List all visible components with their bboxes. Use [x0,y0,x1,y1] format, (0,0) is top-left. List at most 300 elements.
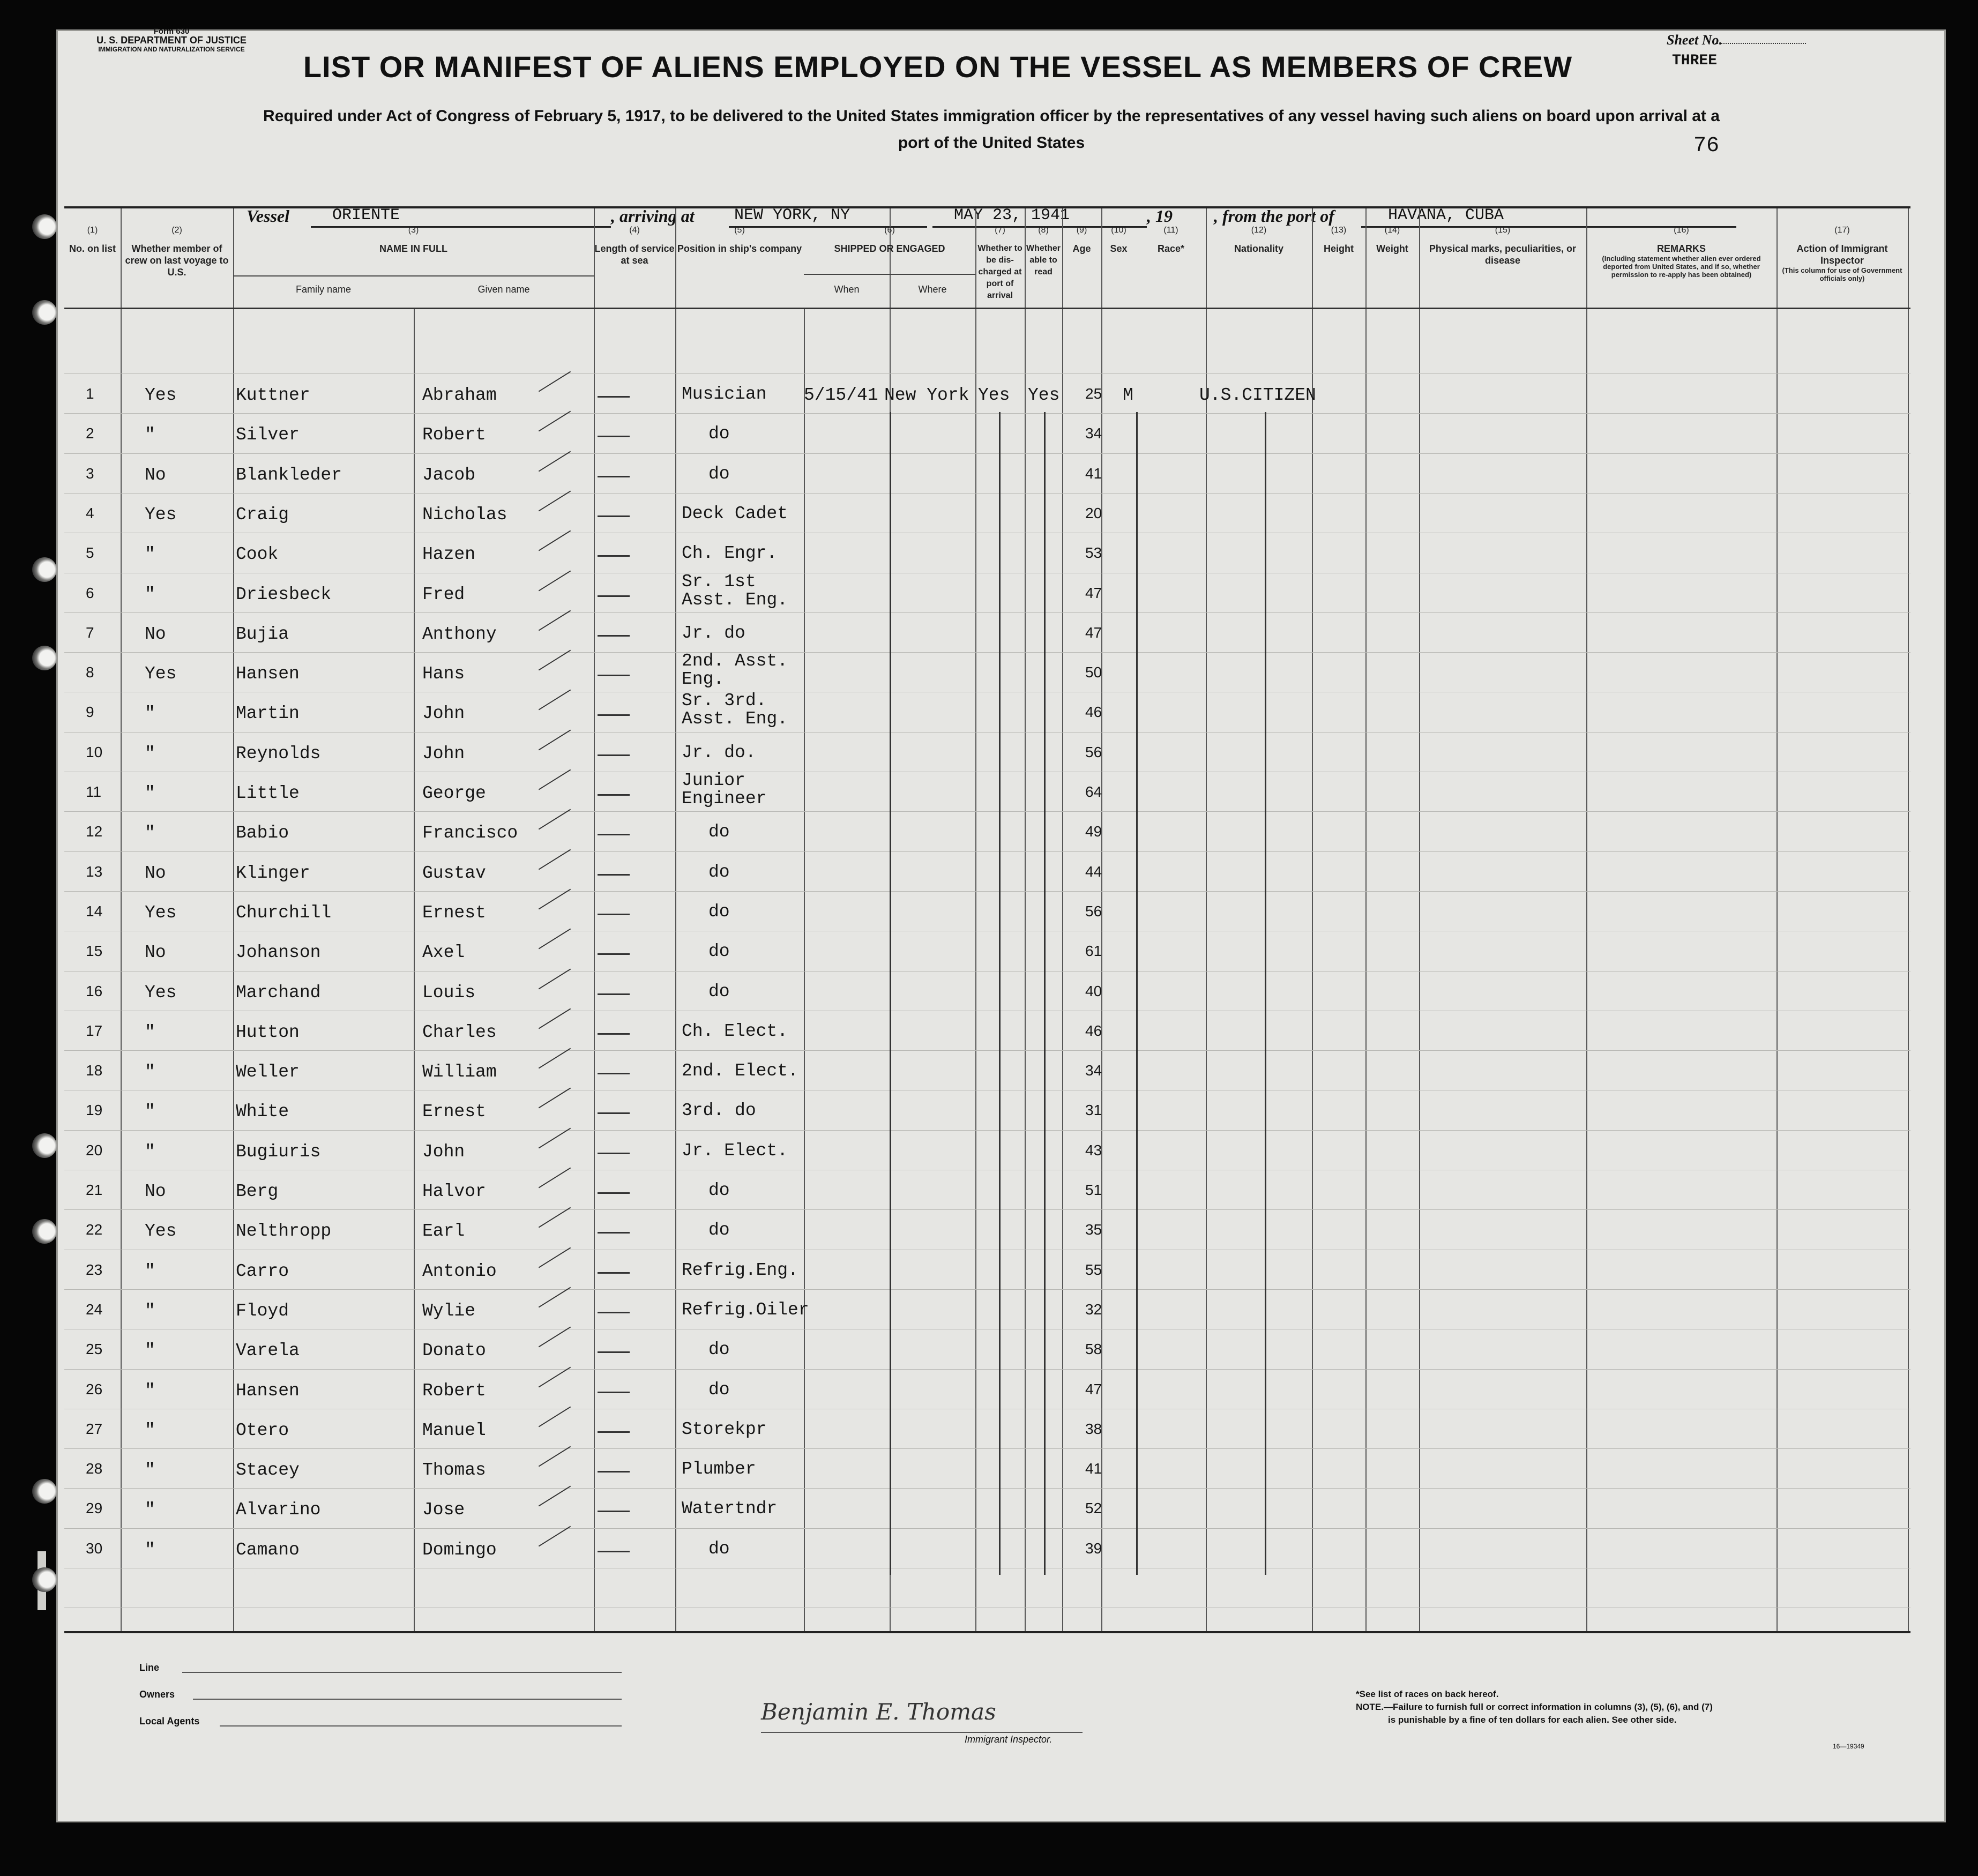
service-dash-mark [598,1073,630,1074]
given-name: Hazen [422,544,476,565]
family-name: Little [236,783,300,803]
service-dash-mark [598,1351,630,1353]
footnote-races: *See list of races on back hereof. [1356,1689,1499,1699]
table-row [64,1022,1910,1062]
age: 64 [1085,783,1102,800]
row-number: 18 [86,1062,103,1079]
service-dash-mark [598,1551,630,1552]
family-name: Alvarino [236,1500,321,1520]
given-name: Francisco [422,823,518,843]
document-title: LIST OR MANIFEST OF ALIENS EMPLOYED ON THE VESSEL AS MEMBERS OF CREW [303,50,1573,84]
last-voyage: Yes [145,902,177,923]
form-number: Form 630 [153,27,190,36]
last-voyage: " [145,1062,155,1082]
age: 61 [1085,943,1102,960]
last-voyage: " [145,743,155,764]
service-dash-mark [598,874,630,876]
column-header-shipped-engaged: (6) SHIPPED OR ENGAGED [834,226,945,254]
family-name: Nelthropp [236,1221,332,1242]
given-name: Jacob [422,465,476,485]
service-dash-mark [598,754,630,756]
table-row [64,823,1910,863]
column-header-physical-marks: (15) Physical marks, peculiarities, or disease [1429,226,1577,266]
table-row [64,1142,1910,1182]
age: 43 [1085,1141,1102,1159]
position: do [708,1340,730,1360]
row-number: 10 [86,743,103,760]
row-number: 28 [86,1460,103,1477]
row-number: 20 [86,1141,103,1159]
service-dash-mark [598,1471,630,1473]
service-dash-mark [598,595,630,597]
table-row [64,425,1910,465]
from-port-label: , from the port of [1214,206,1334,226]
given-name: Manuel [422,1420,486,1440]
table-row [64,505,1910,544]
table-row [64,1062,1910,1102]
last-voyage: No [145,943,166,963]
family-name: Bujia [236,624,289,644]
binder-hole [32,1479,57,1504]
last-voyage: " [145,704,155,724]
family-name: Driesbeck [236,584,332,604]
family-name: Johanson [236,943,321,963]
age: 58 [1085,1341,1102,1358]
service-dash-mark [598,993,630,995]
row-number: 27 [86,1420,103,1437]
column-header-age: (9) Age [1072,226,1091,254]
last-voyage: " [145,1380,155,1401]
position: do [708,464,730,484]
sheet-number-label: Sheet No. [1667,32,1722,48]
table-row [64,1421,1910,1460]
table-row [64,465,1910,505]
service-dash-mark [598,1153,630,1154]
column-header-sex: (10) Sex [1110,226,1128,254]
family-name: White [236,1102,289,1122]
position: Plumber [682,1459,756,1479]
row-number: 12 [86,823,103,840]
given-name: Ernest [422,1102,486,1122]
given-name: Thomas [422,1460,486,1481]
position: Sr. 1st Asst. Eng. [682,571,788,610]
subtitle-line-1: Required under Act of Congress of February 5, 1917, to be delivered to the United States immigration officer by the representatives of any vessel having such aliens on board upon arrival at a [263,107,1720,125]
given-name: Fred [422,584,465,604]
age: 50 [1085,664,1102,681]
family-name: Floyd [236,1301,289,1321]
family-name: Hansen [236,1380,300,1401]
footnote [1356,1688,1892,1726]
position: do [708,1379,730,1400]
given-name: Antonio [422,1261,497,1281]
sheet-number-value: THREE [1672,53,1718,69]
department: U. S. DEPARTMENT OF JUSTICE [96,35,247,46]
age: 56 [1085,902,1102,920]
last-voyage: Yes [145,1221,177,1242]
family-name: Otero [236,1420,289,1440]
given-name: William [422,1062,497,1082]
family-name: Reynolds [236,743,321,764]
last-voyage: " [145,425,155,445]
column-header-discharged: (7) Whether to be dis-charged at port of arrival [977,226,1022,300]
form-identity [75,27,268,54]
given-name: Robert [422,1380,486,1401]
age: 34 [1085,425,1102,442]
last-voyage: " [145,1341,155,1361]
discharged: Yes [978,385,1010,405]
agents-underline [220,1725,622,1726]
row-number: 7 [86,624,94,641]
given-name: John [422,1141,465,1162]
age: 34 [1085,1062,1102,1079]
position: Ch. Engr. [682,543,778,564]
footnote-penalty-2: is punishable by a fine of ten dollars for each alien. See other side. [1388,1715,1677,1725]
table-row [64,1102,1910,1141]
binder-hole [32,646,57,670]
given-name: Axel [422,943,465,963]
position: 3rd. do [682,1101,756,1121]
row-number: 3 [86,465,94,482]
row-number: 24 [86,1301,103,1318]
column-header-where: Where [918,284,947,295]
table-row [64,571,1910,624]
age: 47 [1085,584,1102,601]
service-dash-mark [598,555,630,557]
column-header-nationality: (12) Nationality [1234,226,1283,254]
given-name: Abraham [422,385,497,405]
table-row [64,983,1910,1022]
table-row [64,1341,1910,1380]
position: Musician [682,384,767,404]
vessel-label: Vessel [247,206,289,226]
service-dash-mark [598,794,630,796]
age: 46 [1085,704,1102,721]
family-name: Varela [236,1341,300,1361]
last-voyage: " [145,1141,155,1162]
last-voyage: " [145,1460,155,1481]
service-dash-mark [598,1511,630,1512]
row-number: 19 [86,1102,103,1119]
given-name: Donato [422,1341,486,1361]
row-number: 25 [86,1341,103,1358]
footnote-penalty-1: NOTE.—Failure to furnish full or correct information in columns (3), (5), (6), and (7) [1356,1702,1713,1712]
service-dash-mark [598,1192,630,1194]
row-number: 15 [86,943,103,960]
document-subtitle [107,103,1876,156]
age: 47 [1085,624,1102,641]
family-name: Martin [236,704,300,724]
family-name: Babio [236,823,289,843]
service-dash-mark [598,1033,630,1035]
position: Deck Cadet [682,503,788,524]
family-name: Carro [236,1261,289,1281]
binder-hole [32,1133,57,1158]
family-name: Hutton [236,1022,300,1042]
age: 40 [1085,982,1102,999]
last-voyage: " [145,544,155,565]
crew-table [64,206,1910,1633]
service-dash-mark [598,675,630,676]
given-name: George [422,783,486,803]
sex: M [1123,385,1133,405]
column-header-inspector-action: (17) Action of Immigrant Inspector (This column for use of Government officials only) [1782,226,1902,282]
family-name: Marchand [236,982,321,1003]
row-number: 2 [86,425,94,442]
column-header-position: (5) Position in ship's company [677,226,802,254]
table-row [64,863,1910,903]
binder-hole [32,300,57,325]
given-name: Robert [422,425,486,445]
line-underline [182,1672,622,1673]
family-name: Blankleder [236,465,342,485]
form-code: 16—19349 [1833,1743,1864,1750]
given-name: Nicholas [422,504,507,525]
arriving-label: , arriving at [611,206,695,226]
row-number: 22 [86,1221,103,1238]
signature-line [761,1732,1083,1733]
given-name: Charles [422,1022,497,1042]
last-voyage: " [145,1301,155,1321]
position: Ch. Elect. [682,1021,788,1041]
given-name: Ernest [422,902,486,923]
age: 46 [1085,1022,1102,1039]
last-voyage: " [145,1420,155,1440]
position: Jr. do [682,623,745,643]
family-name: Berg [236,1182,279,1201]
age: 47 [1085,1380,1102,1397]
age: 39 [1085,1539,1102,1557]
table-row [64,1540,1910,1580]
position: do [708,424,730,444]
row-number: 5 [86,544,94,562]
binder-hole [32,557,57,582]
shipped-when: 5/15/41 [804,385,878,405]
last-voyage: No [145,465,166,485]
family-name: Bugiuris [236,1141,321,1162]
table-row [64,744,1910,783]
last-voyage: " [145,1102,155,1122]
given-name: John [422,743,465,764]
table-row [64,903,1910,943]
page-number: 76 [1693,134,1720,158]
table-row [64,1460,1910,1500]
family-name: Cook [236,544,279,565]
given-name: Halvor [422,1182,486,1201]
row-number: 1 [86,385,94,402]
binder-hole [32,214,57,239]
service-dash-mark [598,914,630,915]
service: IMMIGRATION AND NATURALIZATION SERVICE [98,46,245,53]
last-voyage: No [145,624,166,644]
given-name: Domingo [422,1539,497,1560]
position: Junior Engineer [682,771,767,809]
table-row [64,1381,1910,1421]
manifest-footer [64,1629,1910,1763]
last-voyage: Yes [145,664,177,684]
year-label: , 19 [1147,206,1173,226]
service-dash-mark [598,1431,630,1433]
position: Storekpr [682,1419,767,1439]
row-number: 23 [86,1261,103,1278]
given-name: Louis [422,982,476,1003]
family-name: Weller [236,1062,300,1082]
age: 25 [1085,385,1102,402]
table-row [64,771,1910,823]
row-number: 16 [86,982,103,999]
service-tick-mark [539,371,571,392]
age: 55 [1085,1261,1102,1278]
last-voyage: No [145,1182,166,1201]
row-number: 8 [86,664,94,681]
family-name: Craig [236,504,289,525]
row-number: 17 [86,1022,103,1039]
from-port: HAVANA, CUBA [1388,206,1504,225]
age: 31 [1085,1102,1102,1119]
table-row [64,1182,1910,1221]
age: 41 [1085,1460,1102,1477]
family-name: Klinger [236,863,310,883]
given-name: Earl [422,1221,465,1242]
row-number: 13 [86,863,103,880]
row-number: 21 [86,1182,103,1198]
row-number: 30 [86,1539,103,1557]
owners-label: Owners [139,1689,175,1700]
table-row [64,691,1910,743]
row-number: 4 [86,504,94,521]
column-header-no: (1) No. on list [69,226,116,254]
position: Refrig.Oiler [682,1299,809,1320]
row-number: 26 [86,1380,103,1397]
service-dash-mark [598,1272,630,1274]
age: 52 [1085,1500,1102,1517]
given-name: John [422,704,465,724]
subtitle-line-2: port of the United States [898,134,1085,152]
column-header-last-voyage: (2) Whether member of crew on last voyage to U.S. [125,226,229,278]
column-header-family-name: Family name [295,284,352,295]
column-header-weight: (14) Weight [1376,226,1408,254]
shipped-where: New York [884,385,969,405]
given-name: Anthony [422,624,497,644]
service-dash-mark [598,1392,630,1393]
table-row [64,651,1910,704]
age: 41 [1085,465,1102,482]
position: 2nd. Elect. [682,1061,798,1081]
signature-caption: Immigrant Inspector. [965,1734,1053,1745]
given-name: Wylie [422,1301,476,1321]
column-header-height: (13) Height [1324,226,1354,254]
row-number: 9 [86,704,94,721]
service-dash-mark [598,436,630,437]
row-number: 11 [86,783,102,800]
position: 2nd. Asst. Eng. [682,651,788,690]
position: Refrig.Eng. [682,1260,798,1280]
age: 51 [1085,1182,1102,1198]
column-header-name: (3) NAME IN FULL [379,226,447,254]
position: do [708,981,730,1001]
position: do [708,822,730,842]
inspector-signature: Benjamin E. Thomas [761,1699,996,1725]
row-number: 6 [86,584,94,601]
column-header-remarks: (16) REMARKS (Including statement whether alien ever ordered deported from United States, and if so, whether permission to re-apply has been obtained) [1602,226,1761,279]
age: 32 [1085,1301,1102,1318]
position: do [708,862,730,882]
column-header-when: When [834,284,860,295]
last-voyage: " [145,1500,155,1520]
table-row [64,1261,1910,1301]
age: 49 [1085,823,1102,840]
service-dash-mark [598,515,630,517]
given-name: Gustav [422,863,486,883]
service-dash-mark [598,834,630,835]
arriving-port: NEW YORK, NY [734,206,850,225]
row-rule [64,373,1910,374]
age: 56 [1085,743,1102,760]
binder-hole [32,1219,57,1244]
family-name: Camano [236,1539,300,1560]
last-voyage: Yes [145,982,177,1003]
table-row [64,544,1910,584]
table-row [64,943,1910,982]
position: do [708,901,730,922]
service-dash-mark [598,714,630,716]
table-row [64,1221,1910,1261]
age: 53 [1085,544,1102,562]
service-dash-mark [598,1112,630,1114]
position: do [708,941,730,962]
last-voyage: " [145,584,155,604]
table-row [64,624,1910,664]
family-name: Kuttner [236,385,310,405]
race: U.S.CITIZEN [1199,385,1316,405]
vessel-name: ORIENTE [332,206,400,225]
given-name: Hans [422,664,465,684]
last-voyage: No [145,863,166,883]
family-name: Hansen [236,664,300,684]
last-voyage: Yes [145,385,177,405]
last-voyage: " [145,1539,155,1560]
table-row [64,1500,1910,1539]
table-row [64,1301,1910,1341]
line-label: Line [139,1662,160,1673]
last-voyage: " [145,783,155,803]
family-name: Churchill [236,902,332,923]
age: 35 [1085,1221,1102,1238]
position: do [708,1220,730,1240]
column-header-race: (11) Race* [1157,226,1185,254]
age: 44 [1085,863,1102,880]
age: 38 [1085,1420,1102,1437]
position: do [708,1538,730,1559]
age: 20 [1085,504,1102,521]
service-dash-mark [598,953,630,955]
binder-hole [32,1567,57,1592]
able-to-read: Yes [1028,385,1060,405]
family-name: Silver [236,425,300,445]
position: Jr. Elect. [682,1140,788,1161]
arrival-date: MAY 23, 1941 [954,206,1070,225]
given-name: Jose [422,1500,465,1520]
service-dash-mark [598,1232,630,1234]
service-dash-mark [598,396,630,398]
column-header-able-to-read: (8) Whether able to read [1026,226,1061,276]
last-voyage: " [145,1261,155,1281]
position: Jr. do. [682,742,756,763]
table-row [64,385,1910,425]
column-header-given-name: Given name [477,284,530,295]
row-number: 29 [86,1500,103,1517]
column-header-length-of-service: (4) Length of service at sea [594,226,675,266]
row-number: 14 [86,902,103,920]
